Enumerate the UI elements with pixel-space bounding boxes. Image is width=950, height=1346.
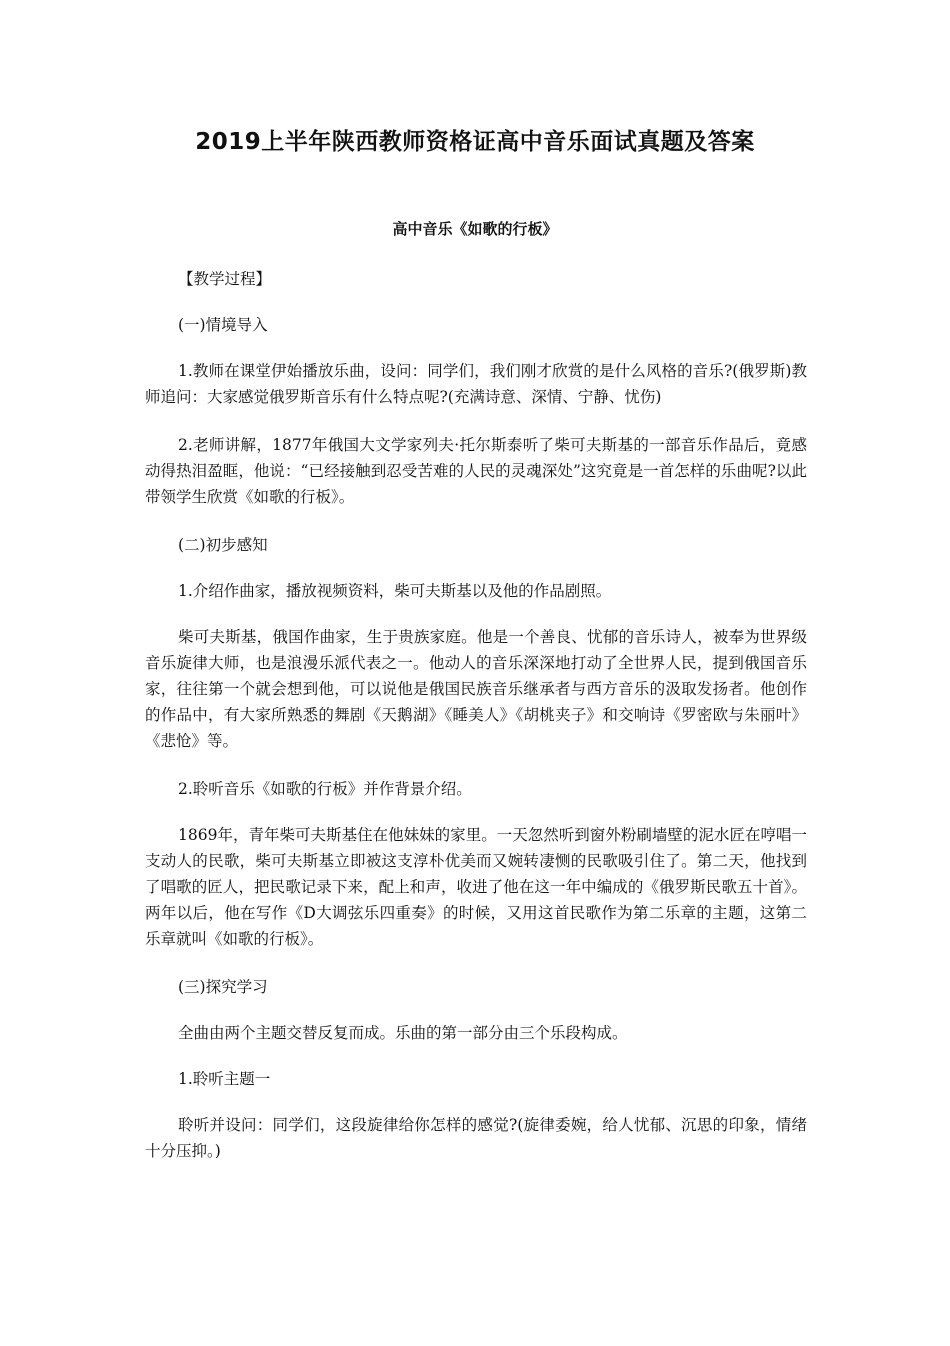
- paragraph: 柴可夫斯基，俄国作曲家，生于贵族家庭。他是一个善良、忧郁的音乐诗人，被奉为世界级音乐旋律大师，也是浪漫乐派代表之一。他动人的音乐深深地打动了全世界人民，提到俄国音乐家，往往第一个就会想到他，可以说他是俄国民族音乐继承者与西方音乐的汲取发扬者。他创作的作品中，有大家所熟悉的舞剧《天鹅湖》《睡美人》《胡桃夹子》和交响诗《罗密欧与朱丽叶》《悲怆》等。: [145, 628, 807, 750]
- section-heading-exploration: (三)探究学习: [178, 978, 268, 996]
- document-title: 2019上半年陕西教师资格证高中音乐面试真题及答案: [195, 129, 755, 155]
- paragraph: 1.教师在课堂伊始播放乐曲，设问：同学们，我们刚才欣赏的是什么风格的音乐?(俄罗斯)教师追问：大家感觉俄罗斯音乐有什么特点呢?(充满诗意、深情、宁静、忧伤): [145, 362, 807, 406]
- paragraph: 1.介绍作曲家，播放视频资料，柴可夫斯基以及他的作品剧照。: [178, 582, 612, 600]
- paragraph: 1.聆听主题一: [178, 1070, 271, 1088]
- section-heading-perception: (二)初步感知: [178, 536, 268, 554]
- paragraph: 1869年，青年柴可夫斯基住在他妹妹的家里。一天忽然听到窗外粉刷墙壁的泥水匠在哼唱一支动人的民歌，柴可夫斯基立即被这支淳朴优美而又婉转凄恻的民歌吸引住了。第二天，他找到了唱歌的匠人，把民歌记录下来，配上和声，收进了他在这一年中编成的《俄罗斯民歌五十首》。两年以后，他在写作《D大调弦乐四重奏》的时候，又用这首民歌作为第二乐章的主题，这第二乐章就叫《如歌的行板》。: [145, 826, 807, 948]
- document-subtitle: 高中音乐《如歌的行板》: [392, 220, 558, 238]
- paragraph: 2.老师讲解，1877年俄国大文学家列夫·托尔斯泰听了柴可夫斯基的一部音乐作品后，竟感动得热泪盈眶，他说：“已经接触到忍受苦难的人民的灵魂深处”这究竟是一首怎样的乐曲呢?以此带领学生欣赏《如歌的行板》。: [145, 436, 807, 506]
- section-heading-intro: (一)情境导入: [178, 316, 268, 334]
- document-body: [145, 266, 807, 1186]
- paragraph: 全曲由两个主题交替反复而成。乐曲的第一部分由三个乐段构成。: [178, 1024, 628, 1042]
- paragraph: 聆听并设问：同学们，这段旋律给你怎样的感觉?(旋律委婉，给人忧郁、沉思的印象，情绪十分压抑。): [145, 1116, 807, 1160]
- section-heading-teaching-process: 【教学过程】: [178, 270, 272, 288]
- paragraph: 2.聆听音乐《如歌的行板》并作背景介绍。: [178, 780, 472, 798]
